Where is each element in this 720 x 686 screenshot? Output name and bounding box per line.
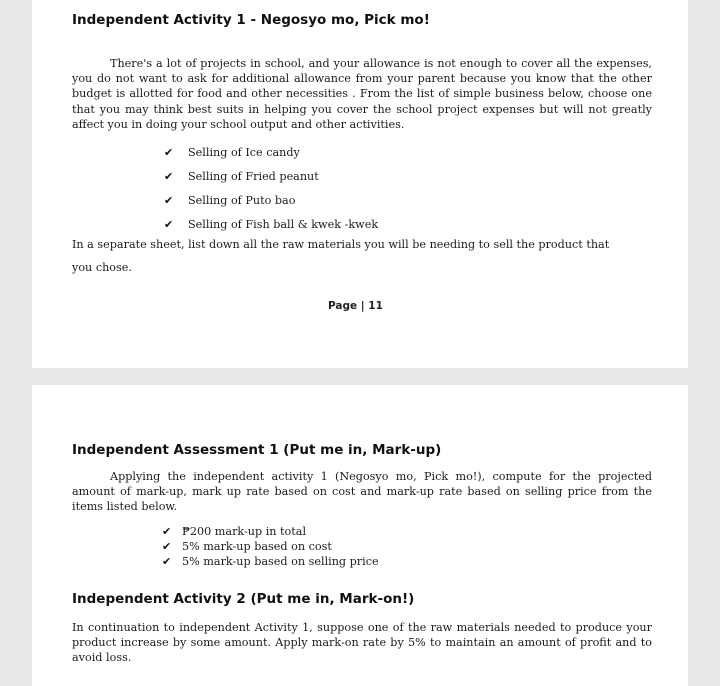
checkmark-icon: ✔ — [162, 555, 172, 568]
page-number: Page | 11 — [328, 300, 383, 312]
list-item — [164, 140, 378, 164]
option-label: Selling of Puto bao — [188, 193, 296, 207]
list-item — [164, 164, 378, 188]
activity1-intro-paragraph: There's a lot of projects in school, and your allowance is not enough to cover all the expenses, you do not want to ask for additional allowance from your parent because you know that the other budget is allotted for food and other necessities . From the list of simple business below, choose one that you may think best suits in helping you cover the school project expenses but will not greatly affect you in doing your school output and other activities. — [72, 57, 652, 131]
markup-items-list — [162, 524, 379, 569]
item-label: ₱200 mark-up in total — [182, 525, 307, 538]
option-label: Selling of Fried peanut — [188, 169, 319, 183]
checkmark-icon: ✔ — [162, 540, 172, 553]
instruction-line-1: In a separate sheet, list down all the raw materials you will be needing to sell the product that — [72, 238, 610, 251]
list-item — [162, 554, 379, 569]
assessment1-heading: Independent Assessment 1 (Put me in, Mark-up) — [72, 442, 442, 458]
item-label: 5% mark-up based on selling price — [182, 555, 379, 568]
document-page-2 — [32, 385, 688, 686]
list-item — [164, 212, 378, 236]
checkmark-icon: ✔ — [164, 145, 174, 159]
activity2-heading: Independent Activity 2 (Put me in, Mark-on!) — [72, 591, 415, 607]
activity2-paragraph: In continuation to independent Activity 1, suppose one of the raw materials needed to produce your product increase by some amount. Apply mark-on rate by 5% to maintain an amount of profit and to avoid loss. — [72, 621, 652, 665]
list-item — [162, 539, 379, 554]
document-page-1 — [32, 0, 688, 368]
option-label: Selling of Ice candy — [188, 145, 300, 159]
instruction-line-2: you chose. — [72, 261, 132, 274]
option-label: Selling of Fish ball & kwek -kwek — [188, 217, 379, 231]
business-options-list — [164, 140, 378, 236]
assessment1-paragraph: Applying the independent activity 1 (Negosyo mo, Pick mo!), compute for the projected amount of mark-up, mark up rate based on cost and mark-up rate based on selling price from the items listed below. — [72, 470, 652, 514]
activity1-heading: Independent Activity 1 - Negosyo mo, Pick mo! — [72, 12, 430, 28]
checkmark-icon: ✔ — [162, 525, 172, 538]
checkmark-icon: ✔ — [164, 217, 174, 231]
list-item — [162, 524, 379, 539]
item-label: 5% mark-up based on cost — [182, 540, 332, 553]
checkmark-icon: ✔ — [164, 193, 174, 207]
list-item — [164, 188, 378, 212]
checkmark-icon: ✔ — [164, 169, 174, 183]
